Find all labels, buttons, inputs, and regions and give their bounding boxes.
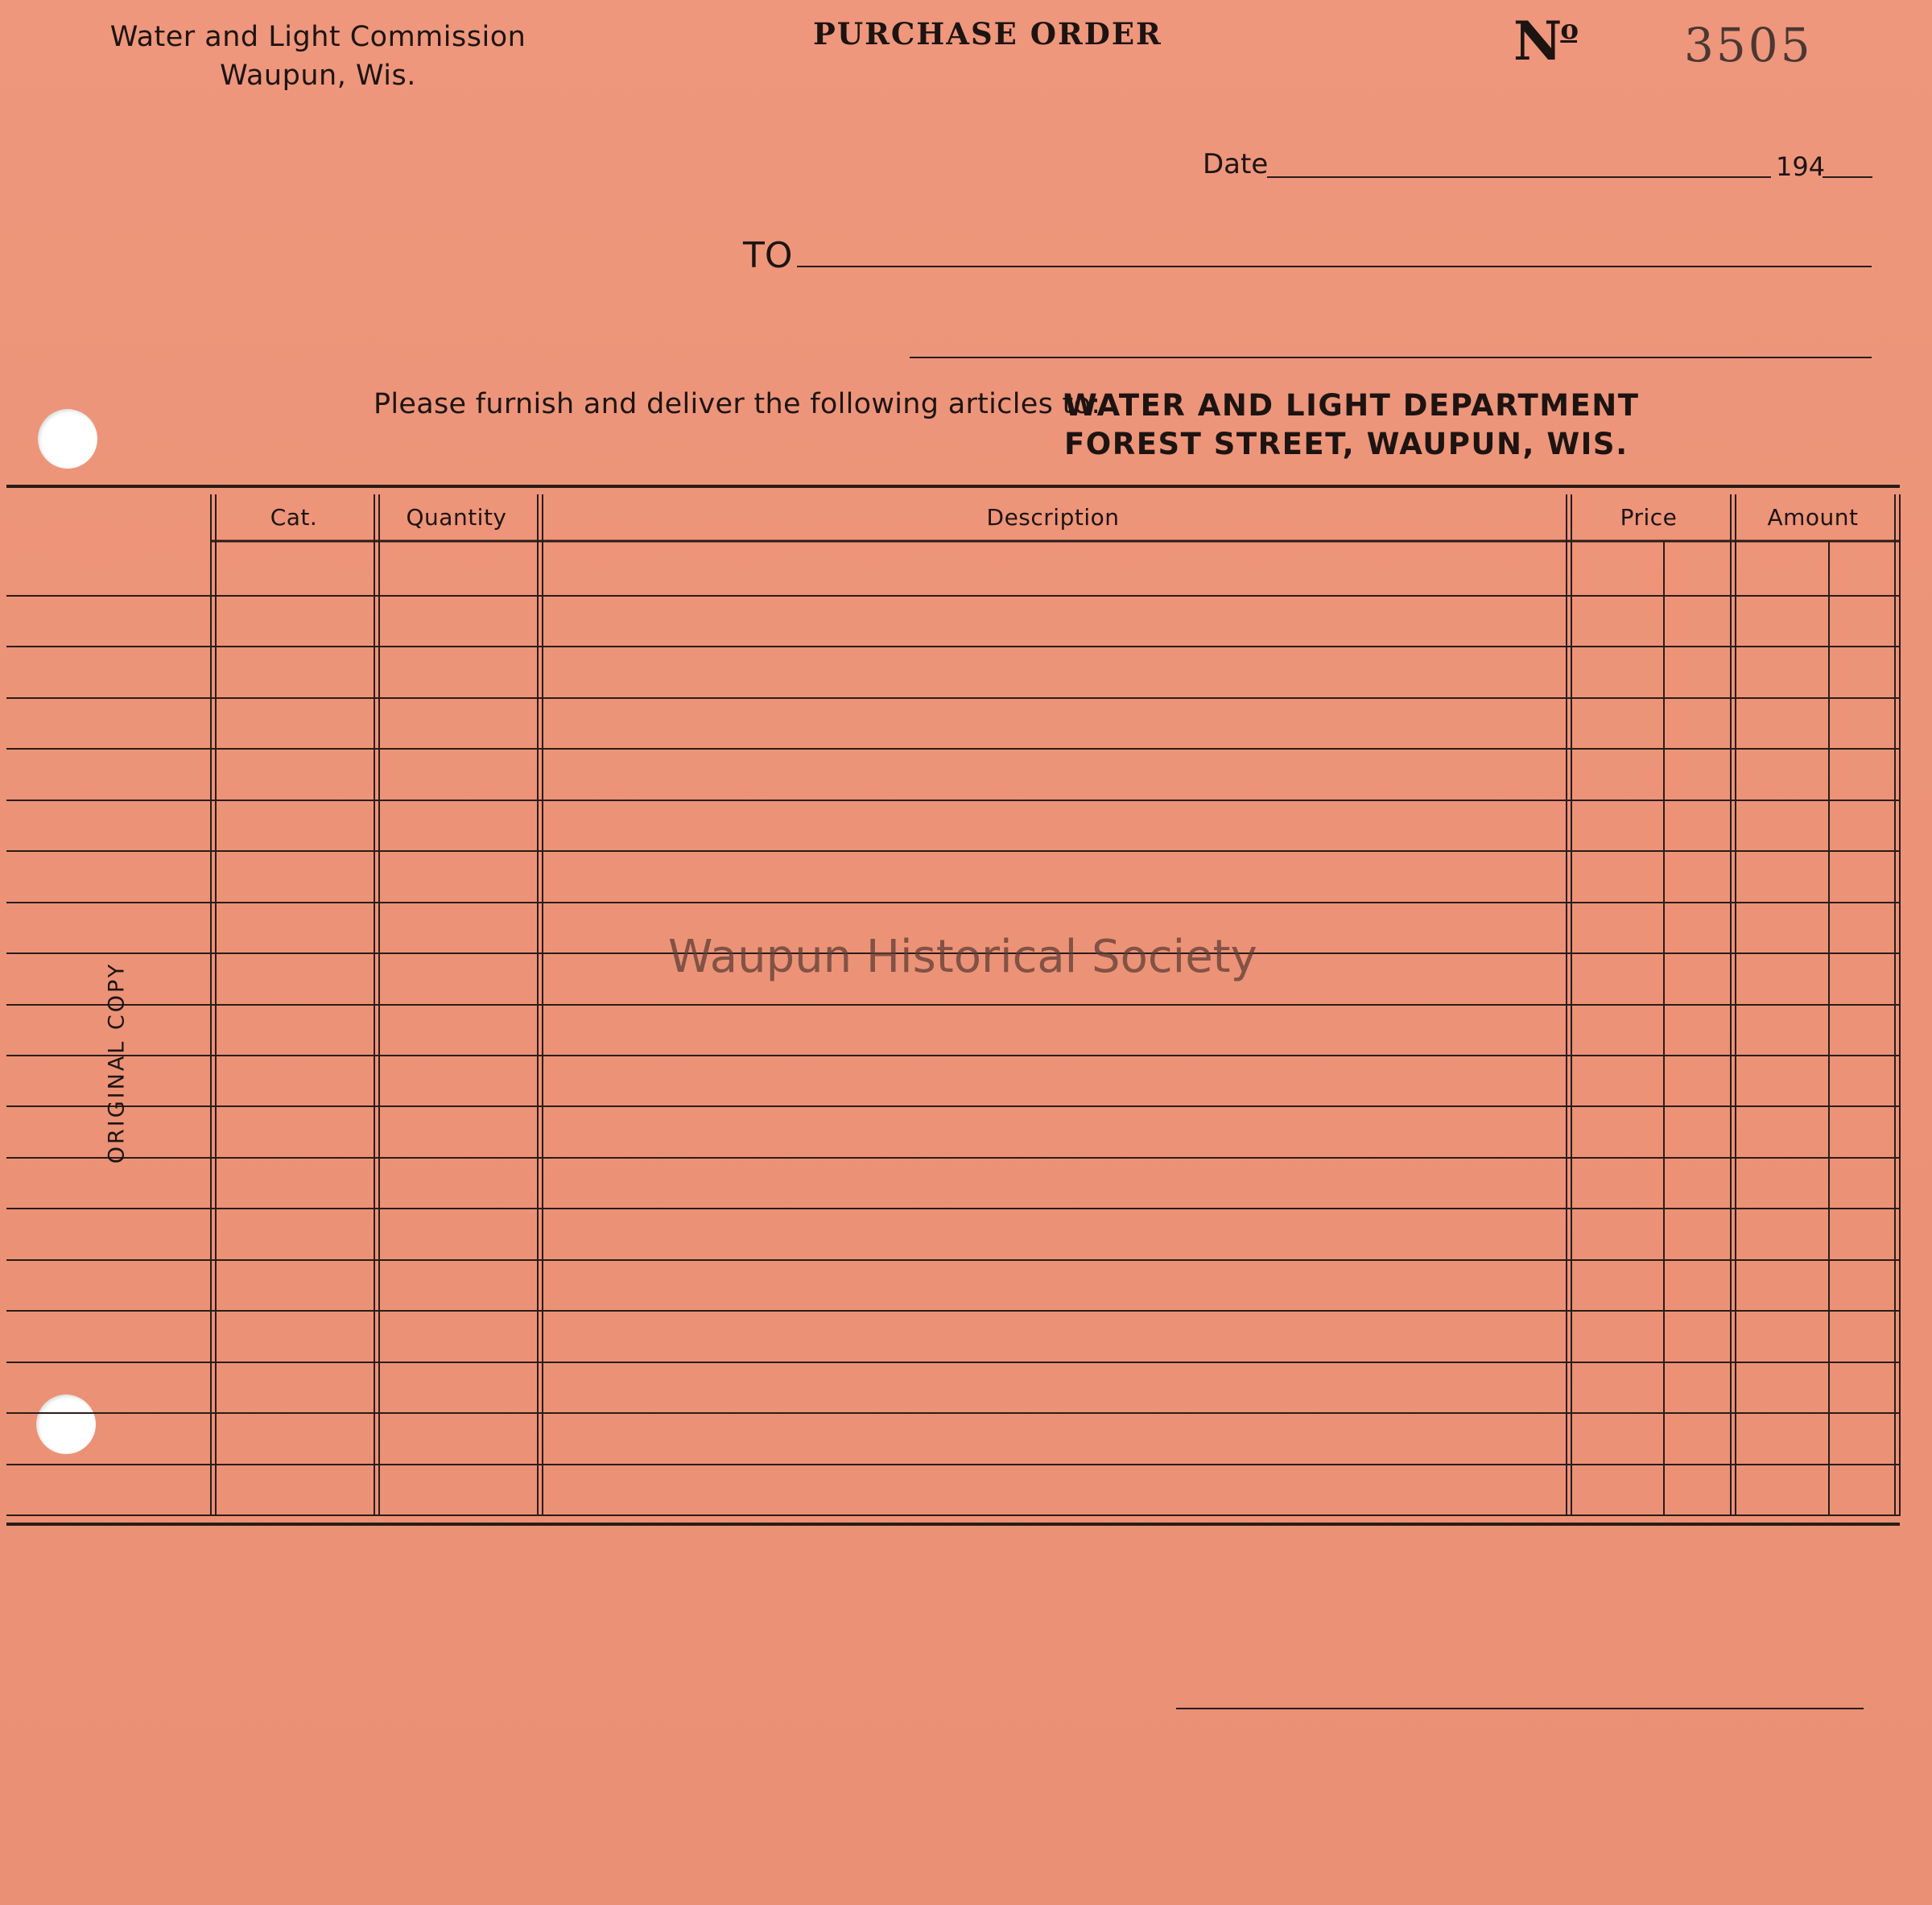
delivery-instruction: Please furnish and deliver the following articles to: (374, 388, 1101, 420)
number-label: $N^o$ (1513, 10, 1578, 72)
signature-line[interactable] (1176, 1708, 1864, 1709)
issuer-name: Water and Light Commission (109, 21, 526, 53)
column-header-amount: Amount (1767, 504, 1859, 531)
order-number: 3505 (1684, 18, 1813, 72)
delivery-recipient: WATER AND LIGHT DEPARTMENT (1064, 388, 1640, 423)
watermark: Waupun Historical Society (668, 931, 1257, 983)
column-header-price: Price (1620, 504, 1678, 531)
year-prefix: 194 (1776, 151, 1826, 182)
column-header-description: Description (986, 504, 1120, 531)
form-title: PURCHASE ORDER (813, 16, 1162, 52)
delivery-street: FOREST STREET, WAUPUN, WIS. (1064, 427, 1629, 461)
issuer-city: Waupun, Wis. (220, 60, 416, 92)
column-header-quantity: Quantity (406, 504, 507, 531)
column-header-cat: Cat. (270, 504, 318, 531)
date-label: Date (1203, 148, 1269, 180)
number-label-sup: o (1560, 14, 1578, 46)
to-label: TO (743, 235, 793, 276)
original-copy-label: ORIGINAL COPY (104, 961, 130, 1164)
